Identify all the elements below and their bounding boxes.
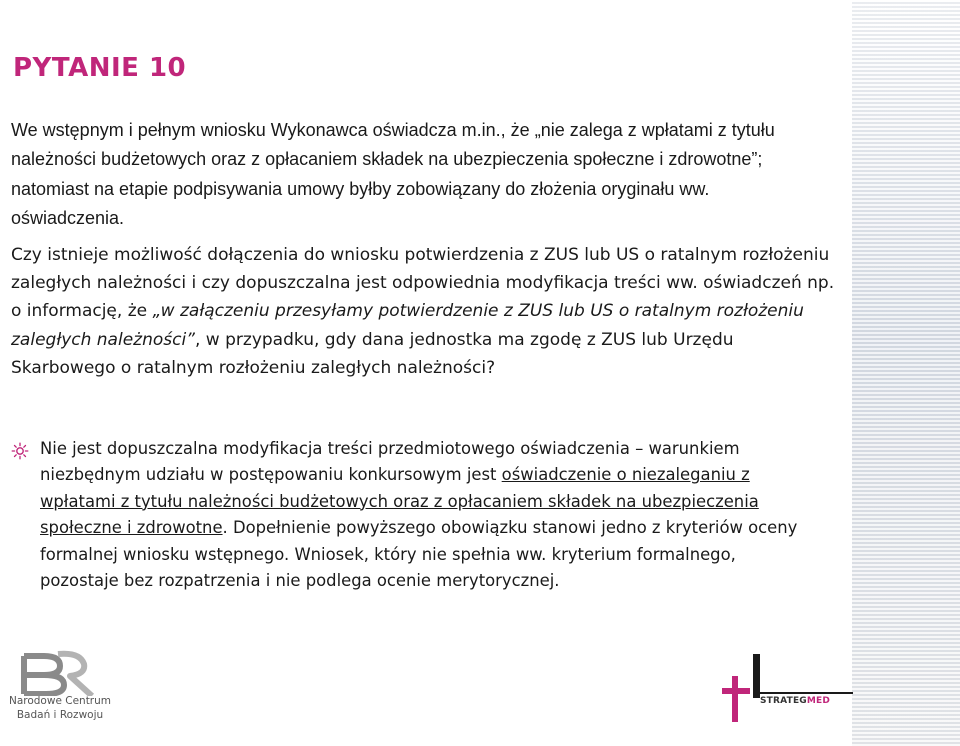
ncbr-br-mark-icon xyxy=(0,650,120,696)
answer-text xyxy=(40,436,810,594)
question-quote: „w załączeniu przesyłamy potwierdzenie z ZUS lub US o ratalnym rozłożeniu zaległych należności” xyxy=(11,301,804,350)
strategmed-wordmark: STRATEGMED xyxy=(760,696,831,706)
page-title: PYTANIE 10 xyxy=(13,53,187,83)
answer-part2: . Dopełnienie powyższego obowiązku stanowi jedno z kryteriów oceny formalnej wniosku wstępnego. Wniosek, który nie spełnia ww. kryterium formalnego, pozostaje bez rozpatrzenia i nie podlega ocenie merytorycznej. xyxy=(40,518,798,591)
ncbr-logo xyxy=(0,650,120,746)
ncbr-logo-line1: Narodowe Centrum xyxy=(8,695,112,707)
answer-bullet xyxy=(11,436,851,594)
decorative-side-band xyxy=(852,0,960,746)
strategmed-logo xyxy=(722,654,862,724)
question-text xyxy=(11,241,841,382)
ncbr-logo-line2: Badań i Rozwoju xyxy=(16,709,104,721)
question-part2: , w przypadku, gdy dana jednostka ma zgodę z ZUS lub Urzędu Skarbowego o ratalnym rozłożeniu zaległych należności? xyxy=(11,329,734,378)
ncbr-logo-text xyxy=(0,694,120,722)
question-part1: Czy istnieje możliwość dołączenia do wniosku potwierdzenia z ZUS lub US o ratalnym rozłożeniu zaległych należności i czy dopuszczalna jest odpowiednia modyfikacja treści ww. oświadczeń np. o informację, że xyxy=(11,245,835,322)
answer-part1: Nie jest dopuszczalna modyfikacja treści przedmiotowego oświadczenia – warunkiem niezbędnym udziału w postępowaniu konkursowym jest xyxy=(40,439,740,485)
answer-underlined: oświadczenie o niezaleganiu z wpłatami z tytułu należności budżetowych oraz z opłacaniem składek na ubezpieczenia społeczne i zdrowotne xyxy=(40,465,759,538)
strategmed-mark-icon xyxy=(722,654,862,724)
question-intro: We wstępnym i pełnym wniosku Wykonawca oświadcza m.in., że „nie zalega z wpłatami z tytułu należności budżetowych oraz z opłacaniem składek na ubezpieczenia społeczne i zdrowotne”; natomiast na etapie podpisywania umowy byłby zobowiązany do złożenia oryginału ww. oświadczenia. xyxy=(11,120,775,229)
sun-bullet-icon xyxy=(11,442,29,460)
